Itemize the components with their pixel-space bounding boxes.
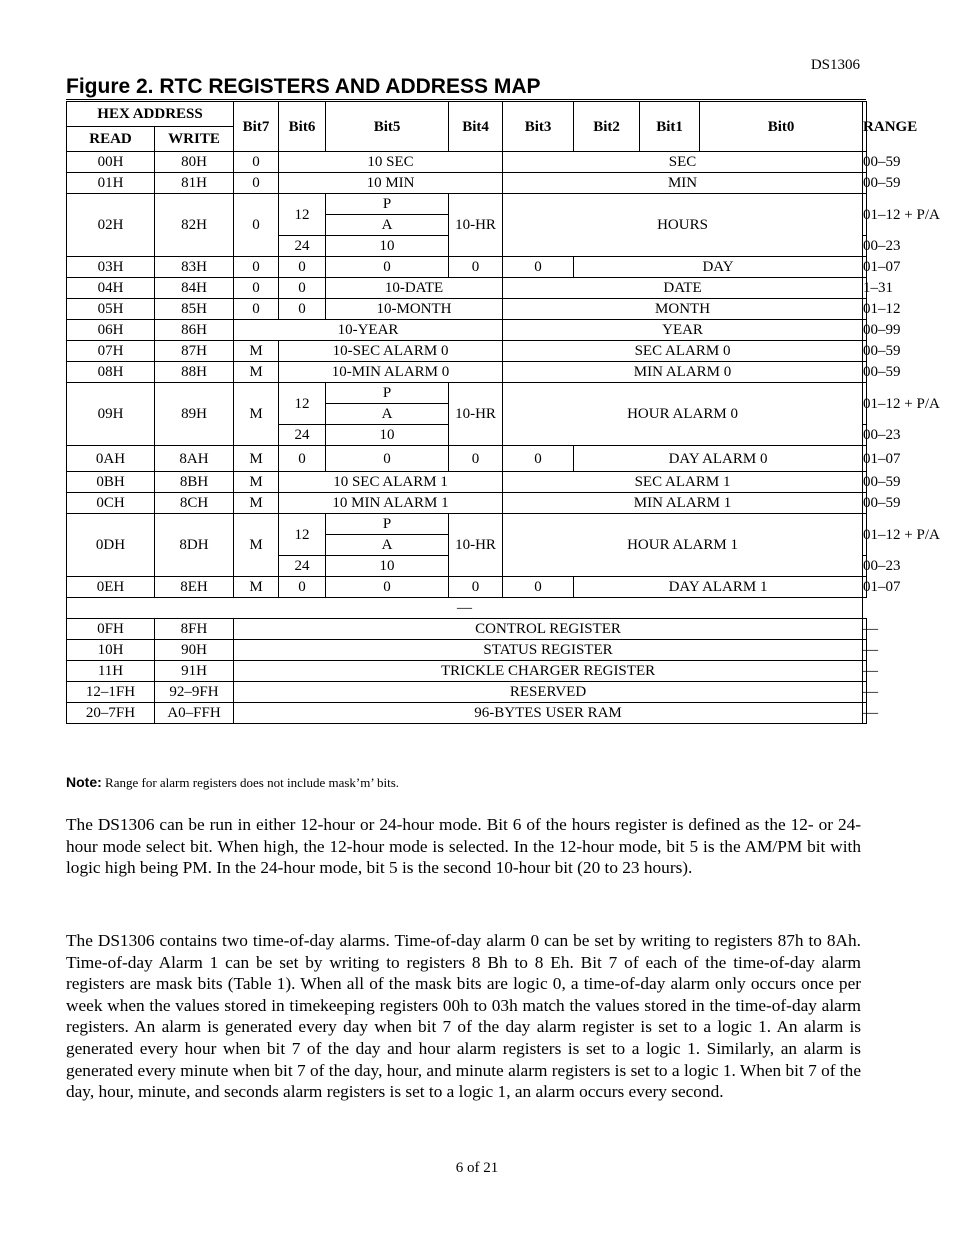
write-address: 8AH: [155, 446, 234, 472]
mode-12-cell: 12: [279, 383, 326, 425]
range-cell: 01–12: [863, 299, 867, 320]
range-cell: 00–59: [863, 472, 867, 493]
document-id: DS1306: [810, 57, 860, 73]
bit7-cell: M: [234, 362, 279, 383]
units-field: DAY ALARM 0: [574, 446, 863, 472]
am-cell: A: [326, 535, 449, 556]
mode-12-cell: 12: [279, 514, 326, 556]
note-text: Range for alarm registers does not include mask’m’ bits.: [101, 775, 400, 790]
bit6-cell: 0: [279, 278, 326, 299]
bit6-cell: 0: [279, 577, 326, 598]
units-field: SEC: [503, 152, 863, 173]
units-field: MIN: [503, 173, 863, 194]
bit7-cell: M: [234, 446, 279, 472]
table-row: [67, 278, 867, 299]
write-address: 85H: [155, 299, 234, 320]
register-name: 96-BYTES USER RAM: [234, 703, 863, 724]
range-cell: 01–12 + P/A: [863, 514, 867, 556]
write-address: 8DH: [155, 514, 234, 577]
write-address: 89H: [155, 383, 234, 446]
header-bit6: Bit6: [279, 102, 326, 152]
units-field: HOUR ALARM 1: [503, 514, 863, 577]
am-cell: A: [326, 215, 449, 236]
range-cell: —: [863, 682, 867, 703]
range-cell: —: [863, 661, 867, 682]
mode-24-cell: 24: [279, 425, 326, 446]
write-address: 82H: [155, 194, 234, 257]
table-note: [66, 774, 399, 791]
table-header-row: [67, 102, 867, 127]
register-name: STATUS REGISTER: [234, 640, 863, 661]
header-bit5: Bit5: [326, 102, 449, 152]
mode-12-cell: 12: [279, 194, 326, 236]
write-address: 90H: [155, 640, 234, 661]
tens-field: 10-MONTH: [326, 299, 503, 320]
read-address: 00H: [67, 152, 155, 173]
bit5-cell: 0: [326, 446, 449, 472]
read-address: 20–7FH: [67, 703, 155, 724]
range-cell: 01–07: [863, 577, 867, 598]
paragraph-hour-mode: The DS1306 can be run in either 12-hour or 24-hour mode. Bit 6 of the hours register is defined as the 12- or 24-hour mode select bit. When high, the 12-hour mode is selected. In the 12-hour mode, bit 5 is the AM/PM bit with logic high being PM. In the 24-hour mode, bit 5 is the second 10-hour bit (20 to 23 hours).: [66, 815, 861, 878]
mode-24-cell: 24: [279, 556, 326, 577]
tens-field: 10 SEC: [279, 152, 503, 173]
read-address: 0BH: [67, 472, 155, 493]
range-cell: 01–07: [863, 257, 867, 278]
range-cell: 00–99: [863, 320, 867, 341]
note-label: Note:: [66, 774, 102, 790]
bit7-cell: M: [234, 383, 279, 446]
bit7-cell: 0: [234, 173, 279, 194]
read-address: 09H: [67, 383, 155, 446]
ten-cell: 10: [326, 556, 449, 577]
table-row: [67, 446, 867, 472]
bit7-cell: M: [234, 514, 279, 577]
bit7-cell: M: [234, 341, 279, 362]
table-row: [67, 577, 867, 598]
read-address: 0FH: [67, 619, 155, 640]
bit7-cell: 0: [234, 194, 279, 257]
read-address: 05H: [67, 299, 155, 320]
ten-hour-field: 10-HR: [449, 194, 503, 257]
range-cell: 00–59: [863, 362, 867, 383]
read-address: 06H: [67, 320, 155, 341]
units-field: YEAR: [503, 320, 863, 341]
units-field: DATE: [503, 278, 863, 299]
units-field: SEC ALARM 0: [503, 341, 863, 362]
write-address: 84H: [155, 278, 234, 299]
write-address: 91H: [155, 661, 234, 682]
range-cell: 01–07: [863, 446, 867, 472]
header-write: WRITE: [155, 127, 234, 152]
table-row: [67, 341, 867, 362]
read-address: 08H: [67, 362, 155, 383]
table-row: [67, 661, 867, 682]
write-address: 81H: [155, 173, 234, 194]
ten-hour-field: 10-HR: [449, 383, 503, 446]
register-name: CONTROL REGISTER: [234, 619, 863, 640]
range-cell: 00–59: [863, 173, 867, 194]
range-cell: 01–12 + P/A: [863, 194, 867, 236]
header-range: RANGE: [863, 102, 867, 152]
bit5-cell: 0: [326, 257, 449, 278]
bit7-cell: M: [234, 577, 279, 598]
write-address: 80H: [155, 152, 234, 173]
write-address: 87H: [155, 341, 234, 362]
bit6-cell: 0: [279, 446, 326, 472]
header-bit7: Bit7: [234, 102, 279, 152]
read-address: 0DH: [67, 514, 155, 577]
header-bit4: Bit4: [449, 102, 503, 152]
tens-field: 10-YEAR: [234, 320, 503, 341]
read-address: 10H: [67, 640, 155, 661]
read-address: 03H: [67, 257, 155, 278]
write-address: A0–FFH: [155, 703, 234, 724]
read-address: 12–1FH: [67, 682, 155, 703]
separator-cell: —: [67, 598, 863, 619]
bit7-cell: M: [234, 493, 279, 514]
read-address: 0AH: [67, 446, 155, 472]
tens-field: 10-DATE: [326, 278, 503, 299]
range-cell: 00–59: [863, 493, 867, 514]
units-field: MIN ALARM 1: [503, 493, 863, 514]
header-bit3: Bit3: [503, 102, 574, 152]
write-address: 88H: [155, 362, 234, 383]
tens-field: 10 SEC ALARM 1: [279, 472, 503, 493]
range-cell: 00–23: [863, 236, 867, 257]
register-name: TRICKLE CHARGER REGISTER: [234, 661, 863, 682]
write-address: 92–9FH: [155, 682, 234, 703]
range-cell: 00–23: [863, 556, 867, 577]
write-address: 83H: [155, 257, 234, 278]
table-row: [67, 299, 867, 320]
bit7-cell: 0: [234, 152, 279, 173]
separator-row: [67, 598, 867, 619]
ten-hour-field: 10-HR: [449, 514, 503, 577]
table-row: [67, 514, 867, 535]
header-hex-address: HEX ADDRESS: [67, 102, 234, 127]
units-field: HOUR ALARM 0: [503, 383, 863, 446]
register-map-table: [66, 101, 940, 724]
am-cell: A: [326, 404, 449, 425]
write-address: 8BH: [155, 472, 234, 493]
paragraph-alarms: The DS1306 contains two time-of-day alarms. Time-of-day alarm 0 can be set by writing to registers 87h to 8Ah. Time-of-day Alarm 1 can be set by writing to registers 8 Bh to 8 Eh. Bit 7 of each of the time-of-day alarm registers are mask bits (Table 1). When all of the mask bits are logic 0, a time-of-day alarm only occurs once per week when the values stored in timekeeping registers 00h to 03h match the values stored in the time-of-day alarm registers. An alarm is generated every day when bit 7 of the day alarm register is set to a logic 1. An alarm is generated every hour when bit 7 of the day and hour alarm registers is set to a logic 1. Similarly, an alarm is generated every minute when bit 7 of the day, hour, and minute alarm registers is set to a logic 1. When bit 7 of the day, hour, minute, and seconds alarm registers is set to a logic 1, an alarm occurs every second.: [66, 931, 861, 1102]
bit6-cell: 0: [279, 299, 326, 320]
units-field: DAY: [574, 257, 863, 278]
pm-cell: P: [326, 383, 449, 404]
pm-cell: P: [326, 514, 449, 535]
bit4-cell: 0: [449, 577, 503, 598]
header-bit1: Bit1: [640, 102, 700, 152]
header-bit0: Bit0: [700, 102, 863, 152]
range-cell: 00–59: [863, 341, 867, 362]
range-cell: —: [863, 640, 867, 661]
ten-cell: 10: [326, 425, 449, 446]
units-field: MIN ALARM 0: [503, 362, 863, 383]
read-address: 11H: [67, 661, 155, 682]
read-address: 0EH: [67, 577, 155, 598]
bit4-cell: 0: [449, 257, 503, 278]
bit7-cell: M: [234, 472, 279, 493]
range-cell: —: [863, 703, 867, 724]
read-address: 01H: [67, 173, 155, 194]
register-name: RESERVED: [234, 682, 863, 703]
units-field: SEC ALARM 1: [503, 472, 863, 493]
bit5-cell: 0: [326, 577, 449, 598]
table-row: [67, 257, 867, 278]
bit3-cell: 0: [503, 577, 574, 598]
read-address: 04H: [67, 278, 155, 299]
tens-field: 10 MIN: [279, 173, 503, 194]
read-address: 0CH: [67, 493, 155, 514]
header-bit2: Bit2: [574, 102, 640, 152]
range-cell: 00–59: [863, 152, 867, 173]
table-row: [67, 640, 867, 661]
bit7-cell: 0: [234, 299, 279, 320]
table-row: [67, 152, 867, 173]
page-number: 6 of 21: [455, 1160, 499, 1176]
table-row: [67, 703, 867, 724]
range-cell: 01–12 + P/A: [863, 383, 867, 425]
range-cell: —: [863, 619, 867, 640]
read-address: 02H: [67, 194, 155, 257]
ten-cell: 10: [326, 236, 449, 257]
bit4-cell: 0: [449, 446, 503, 472]
write-address: 86H: [155, 320, 234, 341]
table-row: [67, 383, 867, 404]
table-row: [67, 362, 867, 383]
pm-cell: P: [326, 194, 449, 215]
mode-24-cell: 24: [279, 236, 326, 257]
read-address: 07H: [67, 341, 155, 362]
tens-field: 10 MIN ALARM 1: [279, 493, 503, 514]
figure-title: Figure 2. RTC REGISTERS AND ADDRESS MAP: [66, 75, 866, 100]
bit6-cell: 0: [279, 257, 326, 278]
table-row: [67, 619, 867, 640]
table-row: [67, 682, 867, 703]
bit3-cell: 0: [503, 446, 574, 472]
tens-field: 10-SEC ALARM 0: [279, 341, 503, 362]
table-row: [67, 173, 867, 194]
tens-field: 10-MIN ALARM 0: [279, 362, 503, 383]
range-cell: 1–31: [863, 278, 867, 299]
bit7-cell: 0: [234, 257, 279, 278]
range-cell: 00–23: [863, 425, 867, 446]
write-address: 8EH: [155, 577, 234, 598]
write-address: 8CH: [155, 493, 234, 514]
table-row: [67, 493, 867, 514]
write-address: 8FH: [155, 619, 234, 640]
bit3-cell: 0: [503, 257, 574, 278]
units-field: HOURS: [503, 194, 863, 257]
table-row: [67, 194, 867, 215]
header-read: READ: [67, 127, 155, 152]
bit7-cell: 0: [234, 278, 279, 299]
units-field: MONTH: [503, 299, 863, 320]
units-field: DAY ALARM 1: [574, 577, 863, 598]
table-row: [67, 320, 867, 341]
table-row: [67, 472, 867, 493]
